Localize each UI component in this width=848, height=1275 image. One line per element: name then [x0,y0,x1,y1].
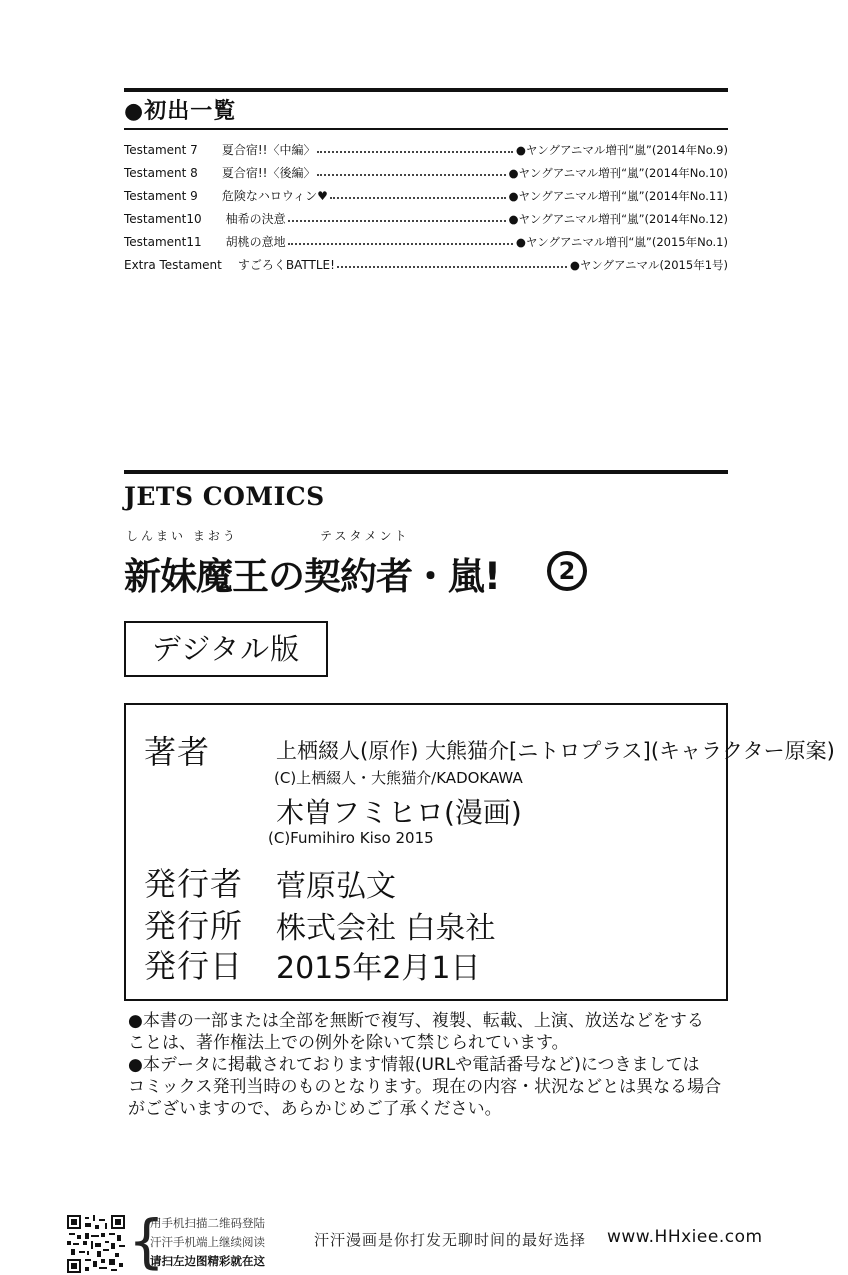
notice-line: がございますので、あらかじめご了承ください。 [128,1099,502,1119]
publisher-person-label: 発行者 [144,865,244,903]
leader-dots [317,174,505,176]
publisher-label: 発行所 [144,907,244,945]
colophon-rule [124,470,728,474]
site-link[interactable]: www.HHxiee.com [607,1227,763,1247]
notice-line: ●本書の一部または全部を無断で複写、複製、転載、上演、放送などをする [128,1011,704,1031]
notice-line: ことは、著作権法上での例外を除いて禁じられています。 [128,1033,569,1053]
volume-number: 2 [547,551,587,591]
episode-source: ●ヤングアニマル増刊“嵐”(2014年No.12) [508,211,728,226]
episode-name: 夏合宿!!〈中編〉 [221,143,316,157]
episode-name: 危険なハロウィン♥ [221,189,328,203]
episode-name: すごろくBATTLE! [237,258,335,272]
list-item [124,161,728,184]
notice-line: ●本データに掲載されております情報(URLや電話番号など)につきましては [128,1055,700,1075]
episode-source: ●ヤングアニマル増刊“嵐”(2014年No.9) [515,142,728,157]
book-title: 新妹魔王の契約者・嵐! [124,555,500,598]
episode-source: ●ヤングアニマル増刊“嵐”(2015年No.1) [515,234,728,249]
footer-line: 汗汗手机端上继续阅读 [150,1235,265,1249]
brace-icon: { [128,1207,165,1275]
artist-copyright: (C)Fumihiro Kiso 2015 [268,829,434,847]
episode-name: 柚希の決意 [225,212,286,226]
author-label: 著者 [144,733,211,771]
list-item [124,184,728,207]
episode-label: Testament 9 [124,188,198,203]
digital-edition-label: デジタル版 [124,621,328,677]
episode-name: 胡桃の意地 [225,235,286,249]
episode-label: Testament10 [124,211,202,226]
artist-line: 木曽フミヒロ(漫画) [276,796,522,829]
author-line: 上栖綴人(原作) 大熊猫介[ニトロプラス](キャラクター原案) [276,739,835,763]
date-label: 発行日 [144,947,244,985]
episode-label: Testament11 [124,234,202,249]
header-underline [124,128,728,130]
episode-name: 夏合宿!!〈後編〉 [221,166,316,180]
footer-line: 用手机扫描二维码登陆 [150,1216,265,1230]
leader-dots [337,266,567,268]
credits-box [124,703,835,1001]
episode-source: ●ヤングアニマル増刊“嵐”(2014年No.11) [508,188,728,203]
episode-label: Testament 8 [124,165,198,180]
episode-source: ●ヤングアニマル(2015年1号) [569,257,728,272]
publisher-name: 株式会社 白泉社 [276,911,496,946]
notice-line: コミックス発刊当時のものとなります。現在の内容・状況などとは異なる場合 [128,1077,722,1097]
first-appearance-list [124,138,728,276]
publish-date: 2015年2月1日 [276,951,481,986]
publisher-person: 菅原弘文 [276,869,396,904]
leader-dots [288,243,513,245]
author-copyright: (C)上栖綴人・大熊猫介/KADOKAWA [274,769,523,787]
footer-line: 请扫左边图精彩就在这 [150,1254,265,1268]
qr-code-icon[interactable] [67,1215,125,1273]
list-item [124,253,728,276]
leader-dots [330,197,506,199]
leader-dots [317,151,512,153]
title-ruby-right: テスタメント [320,529,410,543]
list-item [124,138,728,161]
episode-label: Extra Testament [124,257,222,272]
list-item [124,230,728,253]
list-item [124,207,728,230]
imprint-label: JETS COMICS [124,482,325,511]
footer-instructions [150,1214,265,1271]
episode-label: Testament 7 [124,142,198,157]
episode-source: ●ヤングアニマル増刊“嵐”(2014年No.10) [508,165,728,180]
first-appearance-title: ●初出一覧 [124,99,237,124]
top-rule [124,88,728,92]
leader-dots [288,220,506,222]
footer-slogan: 汗汗漫画是你打发无聊时间的最好选择 [314,1231,587,1249]
title-ruby-left: しんまい まおう [126,529,238,543]
copyright-notice [128,1010,748,1120]
